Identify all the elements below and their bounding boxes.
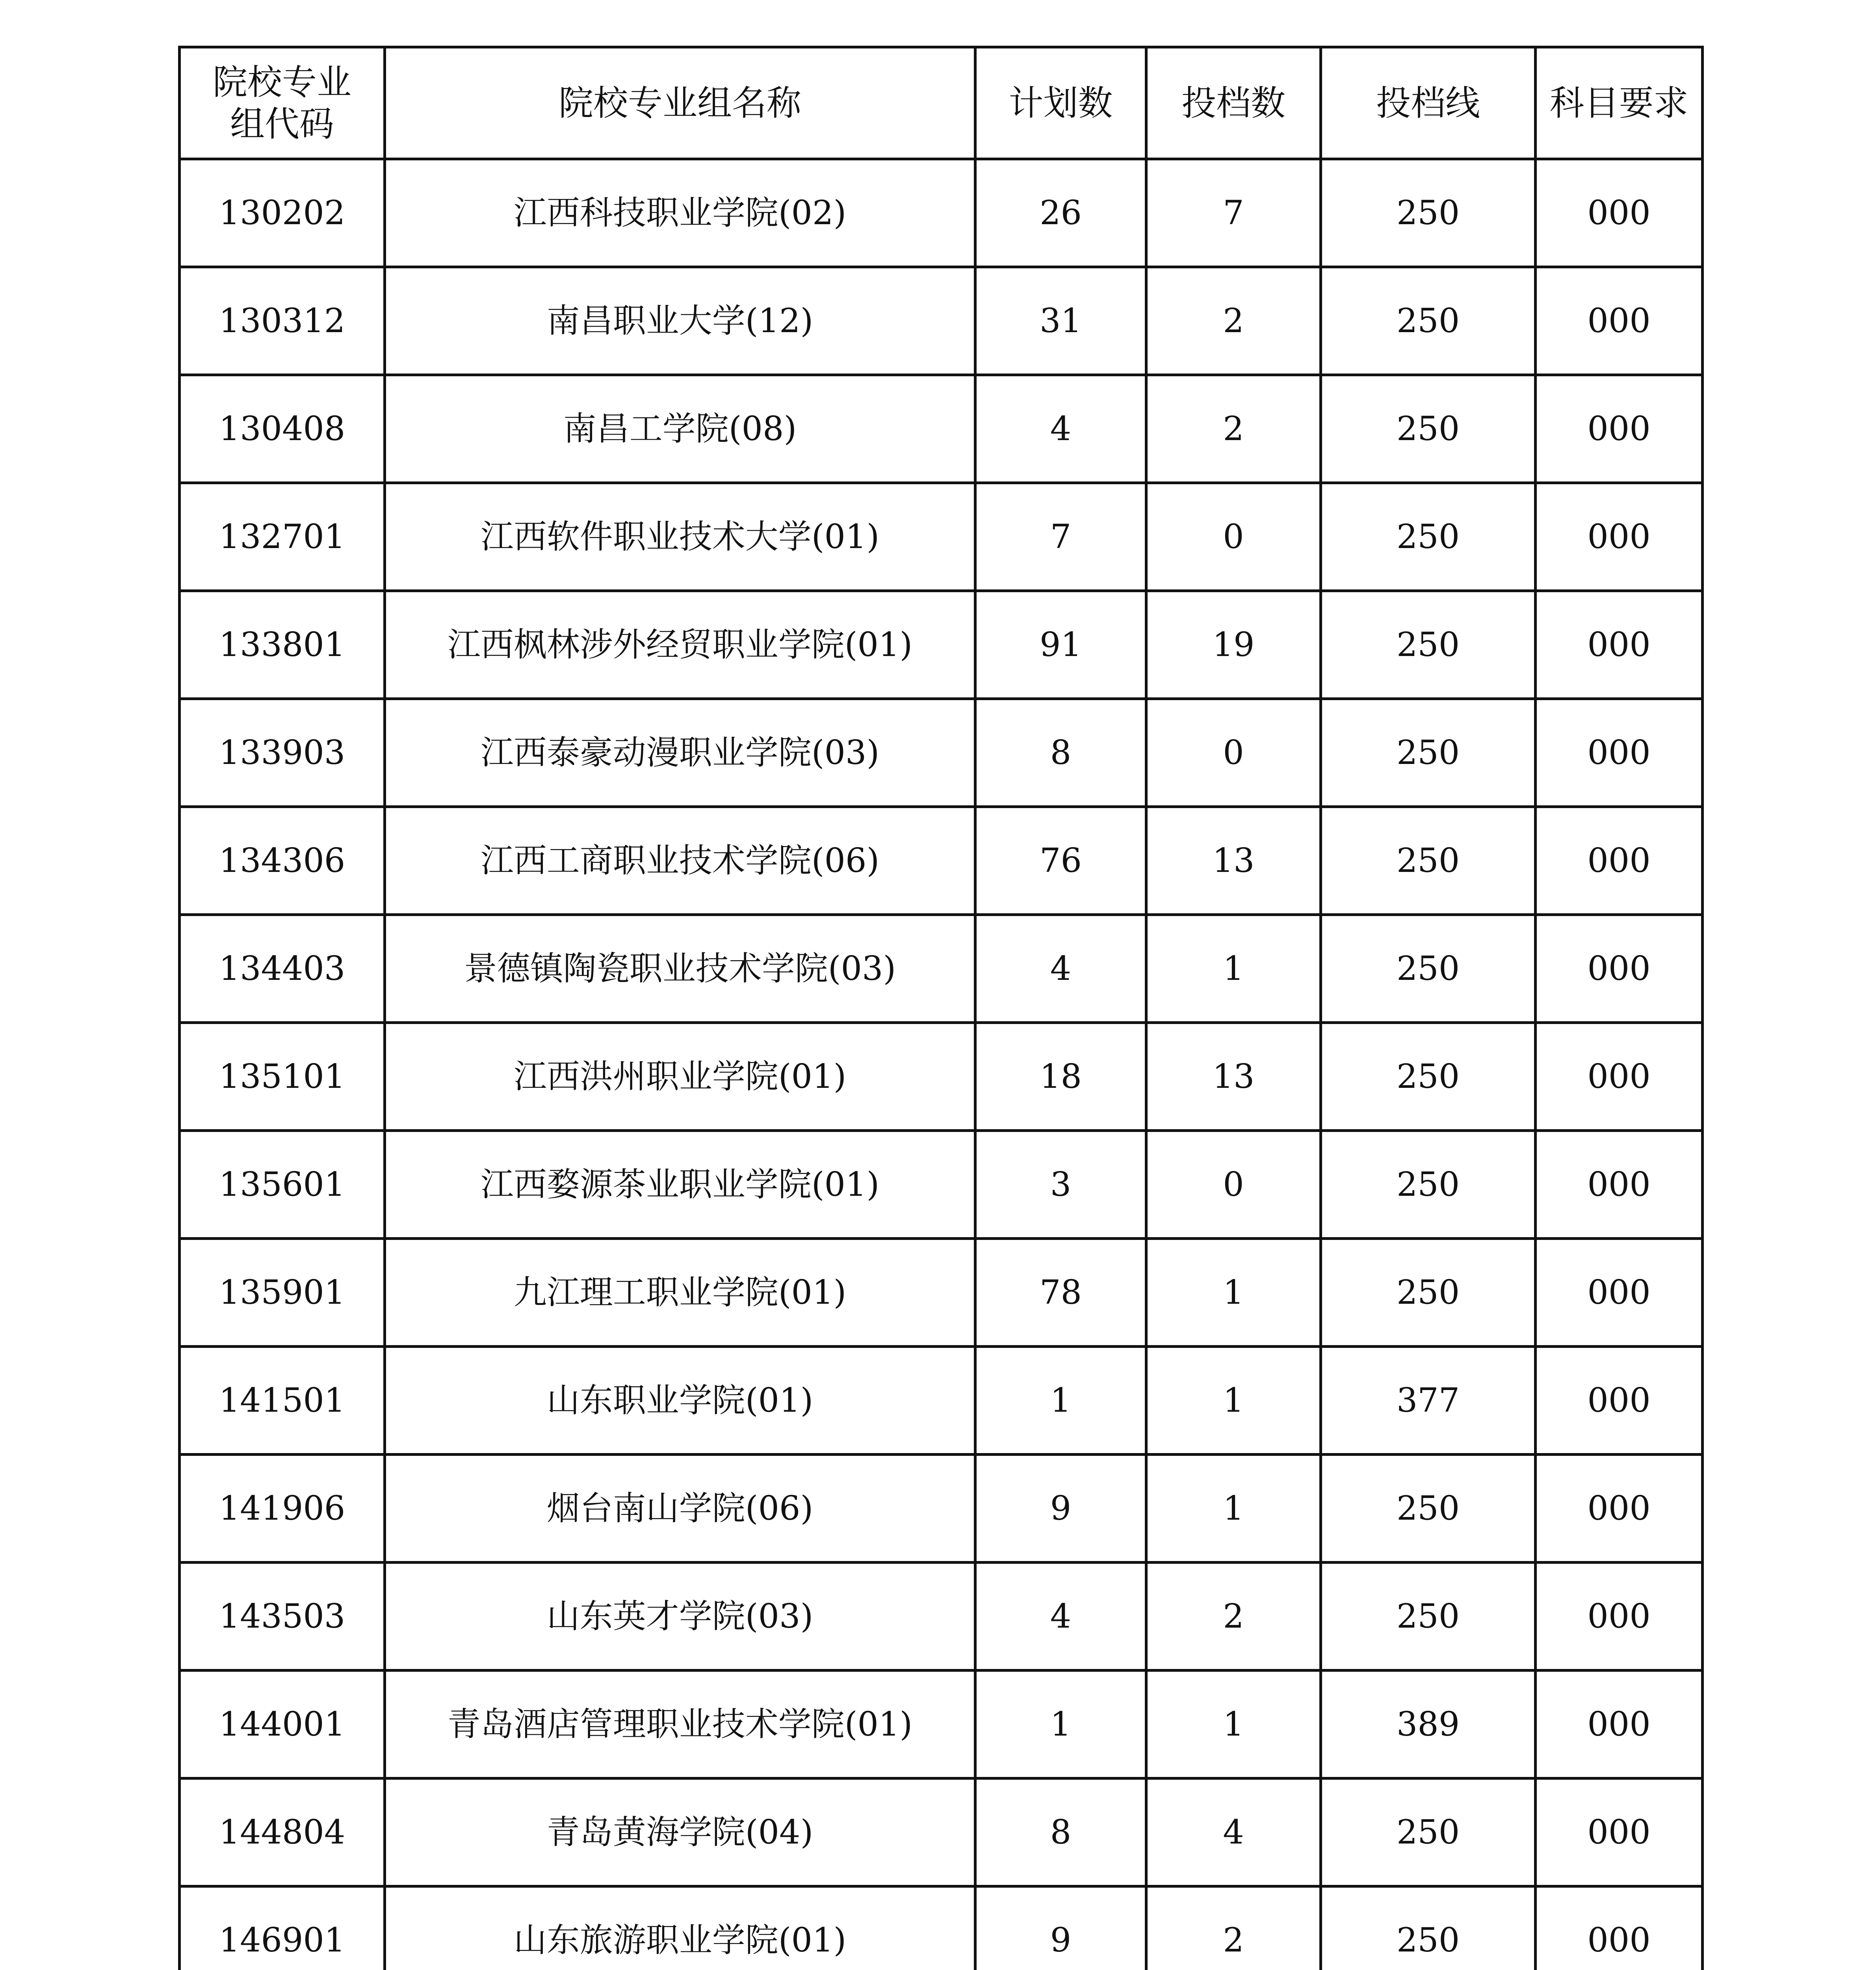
table-row (180, 1563, 1703, 1671)
subject-requirement-cell: 000 (1536, 807, 1703, 915)
group-name-cell: 南昌职业大学(12) (385, 267, 975, 375)
group-code-cell: 130408 (180, 375, 385, 483)
group-name-cell: 江西工商职业技术学院(06) (385, 807, 975, 915)
group-code-cell: 133903 (180, 699, 385, 807)
group-name-cell: 江西软件职业技术大学(01) (385, 483, 975, 591)
subject-requirement-cell: 000 (1536, 267, 1703, 375)
cutoff-score-cell: 250 (1321, 1023, 1536, 1131)
cutoff-score-cell: 250 (1321, 483, 1536, 591)
subject-requirement-cell: 000 (1536, 915, 1703, 1023)
plan-count-cell: 8 (975, 1779, 1146, 1886)
subject-requirement-cell: 000 (1536, 483, 1703, 591)
submitted-count-cell: 1 (1146, 1455, 1321, 1563)
table-row (180, 267, 1703, 375)
group-code-cell: 132701 (180, 483, 385, 591)
group-code-cell: 141906 (180, 1455, 385, 1563)
table-row (180, 1131, 1703, 1239)
subject-requirement-cell: 000 (1536, 375, 1703, 483)
cutoff-score-cell: 250 (1321, 1779, 1536, 1886)
subject-requirement-cell: 000 (1536, 1239, 1703, 1347)
table-header-row (180, 47, 1703, 159)
submitted-count-cell: 2 (1146, 267, 1321, 375)
submitted-count-cell: 13 (1146, 1023, 1321, 1131)
group-code-cell: 134306 (180, 807, 385, 915)
table-row (180, 1886, 1703, 1970)
submitted-count-cell: 4 (1146, 1779, 1321, 1886)
table-row (180, 1023, 1703, 1131)
group-name-cell: 青岛酒店管理职业技术学院(01) (385, 1671, 975, 1779)
header-cutoff-score: 投档线 (1321, 47, 1536, 159)
subject-requirement-cell: 000 (1536, 1131, 1703, 1239)
table-row (180, 915, 1703, 1023)
subject-requirement-cell: 000 (1536, 1671, 1703, 1779)
cutoff-score-cell: 250 (1321, 1886, 1536, 1970)
plan-count-cell: 9 (975, 1455, 1146, 1563)
group-name-cell: 山东旅游职业学院(01) (385, 1886, 975, 1970)
group-name-cell: 江西洪州职业学院(01) (385, 1023, 975, 1131)
cutoff-score-cell: 250 (1321, 1455, 1536, 1563)
table-row (180, 1779, 1703, 1886)
group-code-cell: 135101 (180, 1023, 385, 1131)
plan-count-cell: 31 (975, 267, 1146, 375)
submitted-count-cell: 1 (1146, 1347, 1321, 1455)
header-subject-requirement: 科目要求 (1536, 47, 1703, 159)
table-row (180, 1455, 1703, 1563)
group-name-cell: 青岛黄海学院(04) (385, 1779, 975, 1886)
submitted-count-cell: 19 (1146, 591, 1321, 699)
group-code-cell: 135901 (180, 1239, 385, 1347)
plan-count-cell: 91 (975, 591, 1146, 699)
plan-count-cell: 8 (975, 699, 1146, 807)
subject-requirement-cell: 000 (1536, 1563, 1703, 1671)
submitted-count-cell: 1 (1146, 1671, 1321, 1779)
group-name-cell: 烟台南山学院(06) (385, 1455, 975, 1563)
submitted-count-cell: 2 (1146, 375, 1321, 483)
group-name-cell: 山东英才学院(03) (385, 1563, 975, 1671)
submitted-count-cell: 2 (1146, 1563, 1321, 1671)
cutoff-score-cell: 377 (1321, 1347, 1536, 1455)
table-row (180, 591, 1703, 699)
group-code-cell: 144001 (180, 1671, 385, 1779)
plan-count-cell: 26 (975, 159, 1146, 267)
subject-requirement-cell: 000 (1536, 699, 1703, 807)
group-code-cell: 146901 (180, 1886, 385, 1970)
group-code-cell: 130312 (180, 267, 385, 375)
header-group-name: 院校专业组名称 (385, 47, 975, 159)
submitted-count-cell: 2 (1146, 1886, 1321, 1970)
plan-count-cell: 4 (975, 915, 1146, 1023)
plan-count-cell: 78 (975, 1239, 1146, 1347)
group-name-cell: 九江理工职业学院(01) (385, 1239, 975, 1347)
table-row (180, 483, 1703, 591)
plan-count-cell: 4 (975, 1563, 1146, 1671)
submitted-count-cell: 0 (1146, 699, 1321, 807)
subject-requirement-cell: 000 (1536, 1023, 1703, 1131)
subject-requirement-cell: 000 (1536, 1347, 1703, 1455)
table-row (180, 159, 1703, 267)
submitted-count-cell: 13 (1146, 807, 1321, 915)
group-name-cell: 江西泰豪动漫职业学院(03) (385, 699, 975, 807)
submitted-count-cell: 7 (1146, 159, 1321, 267)
cutoff-score-cell: 250 (1321, 267, 1536, 375)
header-plan-count: 计划数 (975, 47, 1146, 159)
subject-requirement-cell: 000 (1536, 591, 1703, 699)
cutoff-score-cell: 250 (1321, 915, 1536, 1023)
cutoff-score-cell: 389 (1321, 1671, 1536, 1779)
table-row (180, 375, 1703, 483)
group-code-cell: 134403 (180, 915, 385, 1023)
group-code-cell: 135601 (180, 1131, 385, 1239)
cutoff-score-cell: 250 (1321, 591, 1536, 699)
table-row (180, 1347, 1703, 1455)
group-code-cell: 133801 (180, 591, 385, 699)
table-body (180, 159, 1703, 1970)
table-row (180, 699, 1703, 807)
group-code-cell: 143503 (180, 1563, 385, 1671)
subject-requirement-cell: 000 (1536, 1455, 1703, 1563)
table-row (180, 1671, 1703, 1779)
submitted-count-cell: 0 (1146, 483, 1321, 591)
plan-count-cell: 18 (975, 1023, 1146, 1131)
plan-count-cell: 7 (975, 483, 1146, 591)
submitted-count-cell: 0 (1146, 1131, 1321, 1239)
plan-count-cell: 1 (975, 1347, 1146, 1455)
group-code-cell: 144804 (180, 1779, 385, 1886)
cutoff-score-cell: 250 (1321, 1239, 1536, 1347)
group-name-cell: 江西枫林涉外经贸职业学院(01) (385, 591, 975, 699)
group-code-cell: 141501 (180, 1347, 385, 1455)
plan-count-cell: 4 (975, 375, 1146, 483)
submitted-count-cell: 1 (1146, 915, 1321, 1023)
plan-count-cell: 3 (975, 1131, 1146, 1239)
plan-count-cell: 9 (975, 1886, 1146, 1970)
cutoff-score-cell: 250 (1321, 1563, 1536, 1671)
cutoff-score-cell: 250 (1321, 159, 1536, 267)
subject-requirement-cell: 000 (1536, 159, 1703, 267)
subject-requirement-cell: 000 (1536, 1779, 1703, 1886)
header-group-code: 院校专业组代码 (180, 47, 385, 159)
submitted-count-cell: 1 (1146, 1239, 1321, 1347)
cutoff-score-cell: 250 (1321, 699, 1536, 807)
cutoff-score-cell: 250 (1321, 375, 1536, 483)
table-row (180, 1239, 1703, 1347)
plan-count-cell: 1 (975, 1671, 1146, 1779)
plan-count-cell: 76 (975, 807, 1146, 915)
header-submitted-count: 投档数 (1146, 47, 1321, 159)
group-name-cell: 景德镇陶瓷职业技术学院(03) (385, 915, 975, 1023)
group-name-cell: 江西科技职业学院(02) (385, 159, 975, 267)
group-code-cell: 130202 (180, 159, 385, 267)
cutoff-score-cell: 250 (1321, 1131, 1536, 1239)
admission-score-table (178, 46, 1704, 1970)
subject-requirement-cell: 000 (1536, 1886, 1703, 1970)
group-name-cell: 江西婺源茶业职业学院(01) (385, 1131, 975, 1239)
table-row (180, 807, 1703, 915)
group-name-cell: 南昌工学院(08) (385, 375, 975, 483)
cutoff-score-cell: 250 (1321, 807, 1536, 915)
group-name-cell: 山东职业学院(01) (385, 1347, 975, 1455)
